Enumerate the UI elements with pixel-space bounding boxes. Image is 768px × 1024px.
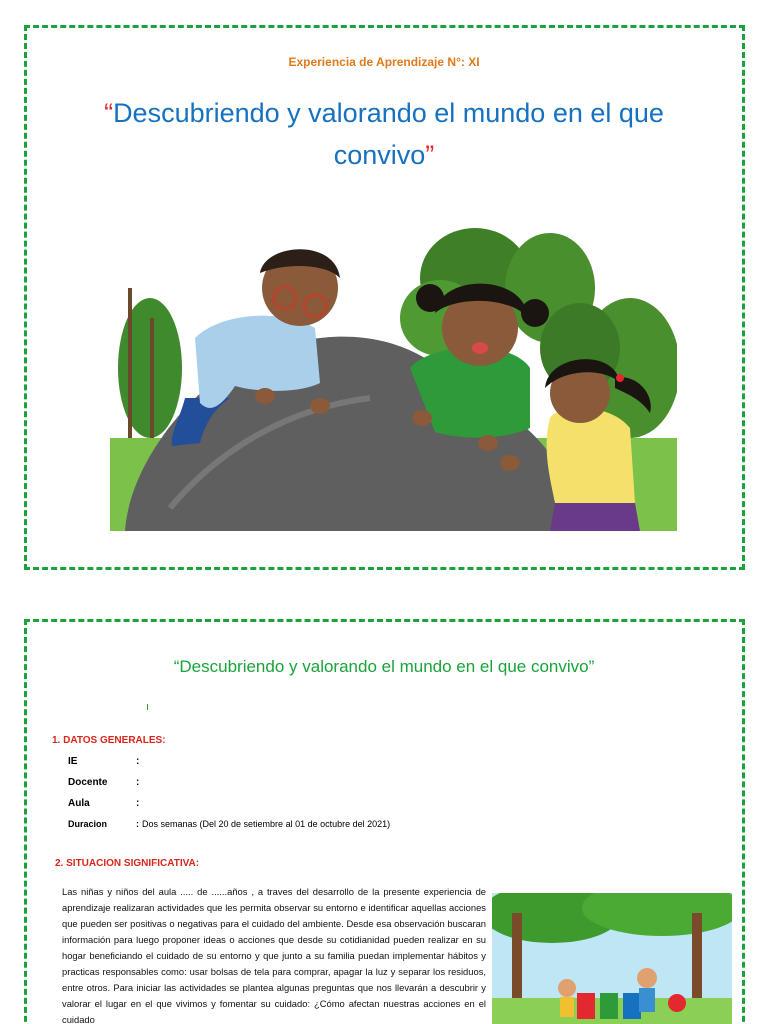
cover-title-text: Descubriendo y valorando el mundo en el que convivo (113, 98, 664, 170)
row-key: Aula (68, 798, 90, 809)
row-colon: : (136, 756, 140, 767)
section-significant-situation-heading: 2. SITUACION SIGNIFICATIVA: (55, 858, 200, 869)
experience-number-label: Experiencia de Aprendizaje N°: XI (288, 55, 480, 69)
document-title: “Descubriendo y valorando el mundo en el que convivo” (173, 657, 595, 676)
cover-title (60, 92, 708, 176)
situation-paragraph: Las niñas y niños del aula ..... de ......años , a traves del desarrollo de la presente experiencia de aprendizaje realizaran actividades que les permita observar su entorno e identificar aquellas acciones que pueden ser positivas o negativas para el cuidado del ambiente. Desde esa observación buscaran información para luego proponer ideas o acciones que desde su cotidianidad pueden realizar en su hogar beneficiando el cuidado de su entorno y que junto a su familia puedan implementar hábitos y practicas responsables como: usar bolsas de tela para comprar, apagar la luz y separar los residuos, entre otros. Para iniciar las actividades se plantea algunas preguntas que nos llevarán a descubrir y valorar el lugar en el que vivimos y fomentar su cuidado: ¿Cómo afectan nuestras acciones en el cuidado (62, 886, 486, 1024)
children-climbing-rock-illustration (110, 218, 677, 531)
close-quote: ” (425, 140, 435, 170)
row-key: Docente (68, 777, 108, 788)
row-key: Duracion (68, 819, 108, 829)
row-colon: : (136, 798, 140, 809)
row-colon: : (136, 819, 139, 829)
children-recycling-illustration (492, 893, 732, 1024)
row-key: IE (68, 756, 78, 767)
row-colon: : (136, 777, 140, 788)
open-quote: “ (104, 98, 114, 128)
section-general-data-heading: 1. DATOS GENERALES: (52, 735, 166, 746)
cursor-mark (147, 704, 148, 710)
row-value: Dos semanas (Del 20 de setiembre al 01 de octubre del 2021) (142, 819, 391, 829)
